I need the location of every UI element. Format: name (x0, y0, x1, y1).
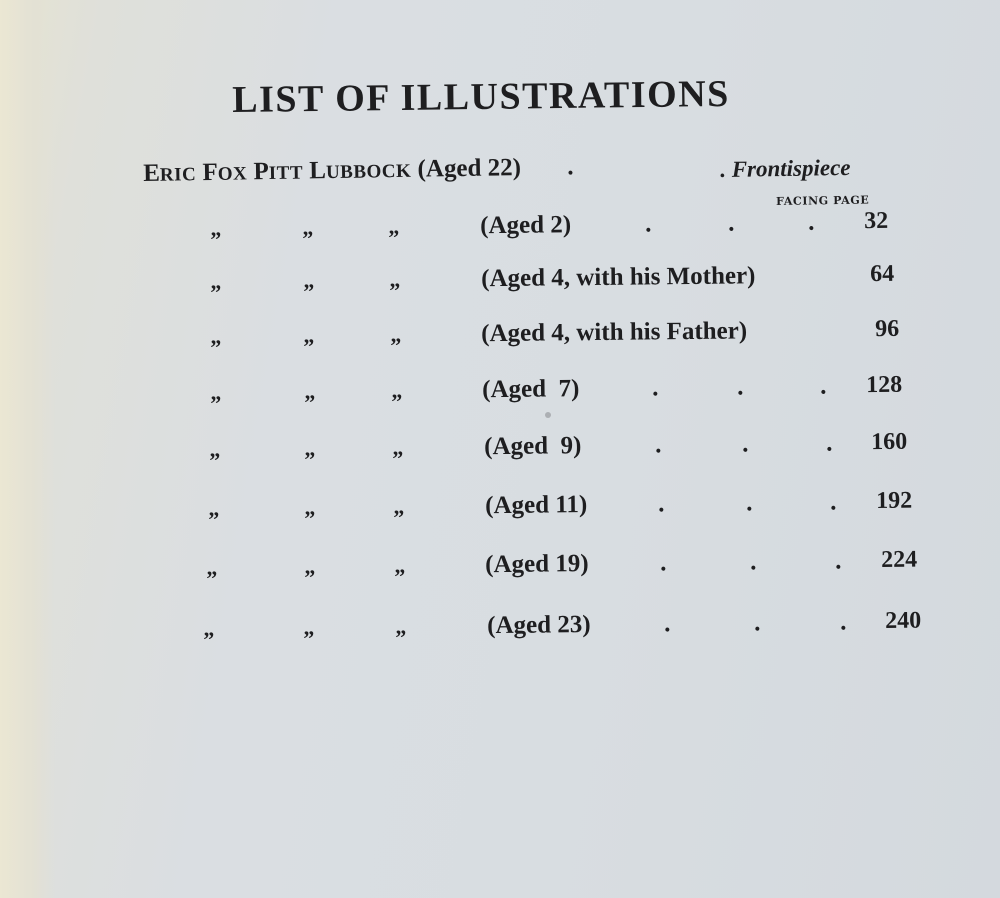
name-word-pitt: PITT (253, 158, 304, 186)
ditto-mark: ” (206, 565, 218, 592)
leader-dot: . (750, 548, 757, 576)
ditto-mark: ” (209, 447, 221, 474)
leader-dot: . (660, 549, 667, 577)
ditto-mark: ” (210, 390, 222, 417)
ditto-mark: ” (304, 505, 316, 532)
ditto-mark: ” (210, 334, 222, 361)
leader-dot: . (655, 431, 662, 459)
first-illustration-entry (143, 153, 574, 188)
ditto-mark: ” (210, 226, 222, 253)
page-number: 128 (866, 371, 903, 399)
leader-dot: . (737, 373, 744, 401)
leader-dot: . (830, 488, 837, 516)
leader-dot: . (826, 429, 833, 457)
page-title: LIST OF ILLUSTRATIONS (232, 72, 731, 121)
list-item (0, 485, 1000, 535)
name-word-fox: FOX (202, 158, 248, 187)
leader-dot: . (746, 489, 753, 517)
ditto-mark: ” (203, 626, 215, 653)
page-number: 240 (884, 607, 922, 634)
page-number: 224 (881, 546, 918, 574)
illustration-description: (Aged 11) (485, 491, 588, 520)
page-number: 32 (864, 207, 889, 235)
illustration-description: (Aged 7) (482, 375, 580, 404)
list-item (0, 258, 1000, 308)
page-number: 96 (875, 315, 900, 343)
ditto-mark: ” (303, 625, 315, 652)
leader-dot: . (664, 610, 671, 638)
ditto-mark: ” (394, 563, 406, 590)
first-entry-leader: . (567, 153, 574, 181)
name-word-lubbock: LUBBOCK (309, 157, 412, 185)
leader-dot: . (658, 490, 665, 518)
ditto-mark: ” (389, 278, 401, 304)
leader-dot: . (808, 208, 815, 236)
leader-dot: . (645, 210, 652, 238)
page-number: 64 (870, 260, 895, 288)
ditto-mark: ” (304, 564, 316, 591)
illustration-description: (Aged 9) (484, 432, 582, 461)
leader-dot: . (728, 209, 735, 237)
ditto-mark: ” (395, 624, 407, 651)
ditto-mark: ” (208, 506, 220, 533)
list-item (0, 205, 1000, 255)
leader-dot: . (742, 430, 749, 458)
list-item (0, 426, 1000, 476)
ditto-mark: ” (303, 278, 315, 305)
leader-dot: . (652, 374, 659, 402)
ditto-mark: ” (303, 333, 315, 360)
list-item (0, 369, 1000, 419)
illustration-description: (Aged 23) (487, 611, 591, 640)
list-item (0, 544, 1000, 594)
leader-dot: . (820, 372, 827, 400)
leader-dot: . (840, 608, 847, 636)
list-item (0, 605, 1000, 655)
illustration-description: (Aged 4, with his Father) (481, 317, 748, 348)
leader-dot: . (835, 547, 842, 575)
ditto-mark: ” (391, 389, 403, 415)
page-number: 192 (876, 487, 913, 515)
ditto-mark: ” (302, 225, 314, 252)
ditto-mark: ” (390, 333, 402, 359)
illustration-description: (Aged 19) (485, 550, 589, 579)
ditto-mark: ” (393, 505, 405, 531)
list-item (0, 313, 1000, 363)
ditto-mark: ” (210, 279, 222, 306)
facing-page-header: FACING PAGE (776, 193, 870, 208)
leader-dot: . (754, 609, 761, 637)
ditto-mark: ” (304, 446, 316, 473)
name-word-eric: ERIC (143, 159, 197, 187)
ditto-mark: ” (388, 225, 400, 251)
ditto-mark: ” (392, 446, 404, 472)
first-entry-description: (Aged 22) (417, 154, 522, 183)
illustration-description: (Aged 2) (480, 211, 572, 240)
ditto-mark: ” (304, 389, 316, 416)
page-number: 160 (871, 428, 908, 456)
illustration-description: (Aged 4, with his Mother) (481, 262, 756, 293)
frontispiece-label: . Frontispiece (720, 154, 851, 182)
